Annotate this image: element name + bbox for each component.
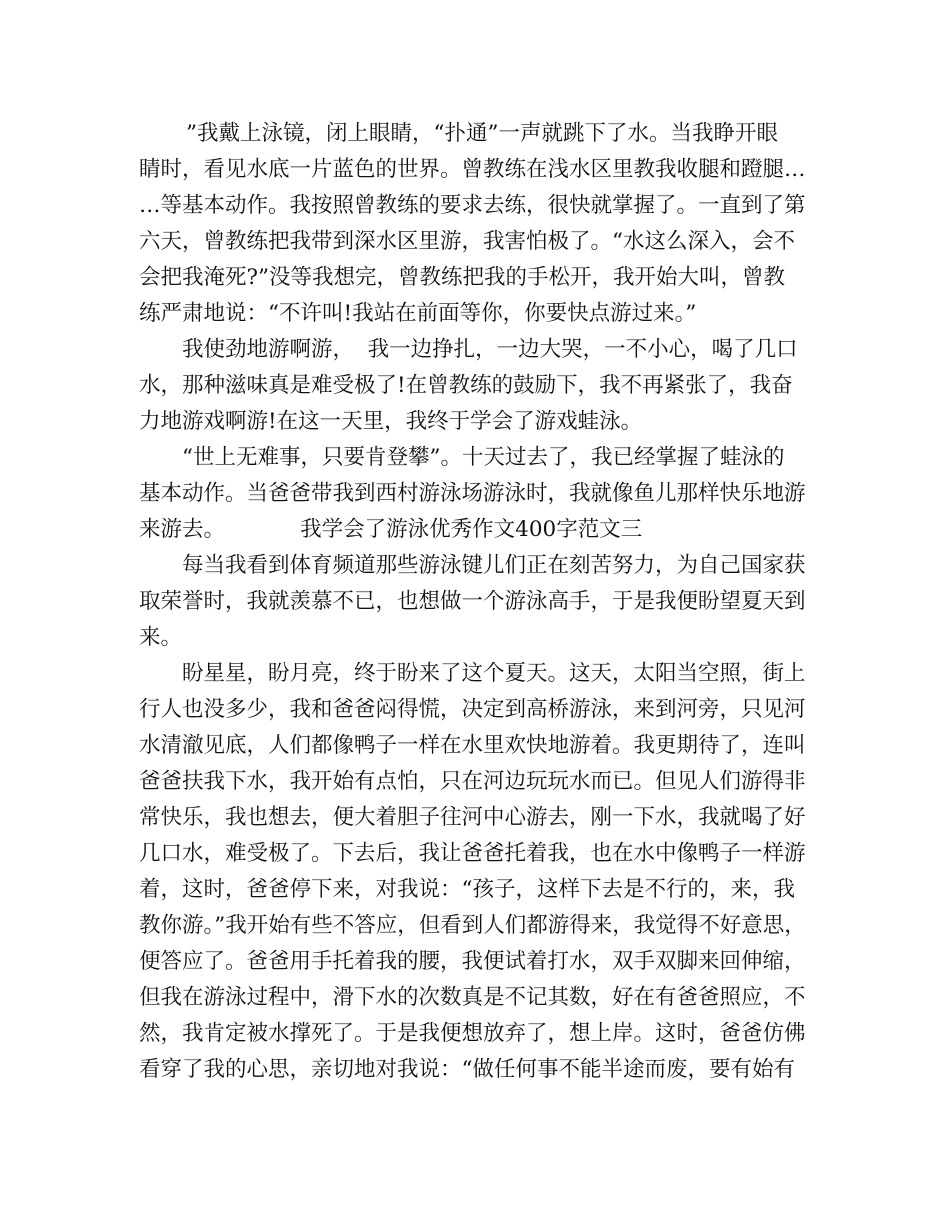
text-line: 基本动作。当爸爸带我到西村游泳场游泳时，我就像鱼儿那样快乐地游 — [139, 481, 806, 506]
text-line: 来。 — [139, 625, 183, 650]
text-line: 六天，曾教练把我带到深水区里游，我害怕极了。“水这么深入，会不 — [139, 229, 795, 254]
text-line: 水，那种滋味真是难受极了!在曾教练的鼓励下，我不再紧张了，我奋 — [139, 373, 793, 398]
text-line: 睛时，看见水底一片蓝色的世界。曾教练在浅水区里教我收腿和蹬腿… — [139, 157, 806, 182]
text-line: 力地游戏啊游!在这一天里，我终于学会了游戏蛙泳。 — [139, 409, 643, 434]
text-line: ”我戴上泳镜，闭上眼睛，“扑通”一声就跳下了水。当我睁开眼 — [186, 121, 778, 146]
text-line: 盼星星，盼月亮，终于盼来了这个夏天。这天，太阳当空照，街上 — [182, 661, 806, 686]
text-line: 水清澈见底，人们都像鸭子一样在水里欢快地游着。我更期待了，连叫 — [139, 733, 806, 758]
text-line: 爸爸扶我下水，我开始有点怕，只在河边玩玩水而已。但见人们游得非 — [139, 769, 806, 794]
text-line: 教你游。”我开始有些不答应，但看到人们都游得来，我觉得不好意思， — [139, 913, 806, 938]
text-line: 便答应了。爸爸用手托着我的腰，我便试着打水，双手双脚来回伸缩， — [139, 949, 806, 974]
text-line: 着，这时，爸爸停下来，对我说：“孩子，这样下去是不行的，来，我 — [139, 877, 795, 902]
text-line: 练严肃地说：“不许叫!我站在前面等你，你要快点游过来。” — [139, 301, 697, 326]
text-line: 会把我淹死?”没等我想完，曾教练把我的手松开，我开始大叫，曾教 — [139, 265, 786, 290]
text-line: “世上无难事，只要肯登攀”。十天过去了，我已经掌握了蛙泳的 — [182, 445, 785, 470]
text-line-with-heading: 来游去。 我学会了游泳优秀作文400字范文三 — [139, 517, 643, 542]
text-line: …等基本动作。我按照曾教练的要求去练，很快就掌握了。一直到了第 — [139, 193, 806, 218]
essay-body — [139, 116, 829, 1088]
text-line: 看穿了我的心思，亲切地对我说：“做任何事不能半途而废，要有始有 — [139, 1057, 795, 1082]
text-line: 然，我肯定被水撑死了。于是我便想放弃了，想上岸。这时，爸爸仿佛 — [139, 1021, 806, 1046]
text-line: 每当我看到体育频道那些游泳键儿们正在刻苦努力，为自己国家获 — [182, 553, 806, 578]
text-line: 但我在游泳过程中，滑下水的次数真是不记其数，好在有爸爸照应，不 — [139, 985, 806, 1010]
text-line: 常快乐，我也想去，便大着胆子往河中心游去，刚一下水，我就喝了好 — [139, 805, 806, 830]
text-line: 取荣誉时，我就羡慕不已，也想做一个游泳高手，于是我便盼望夏天到 — [139, 589, 806, 614]
text-line: 我使劲地游啊游， 我一边挣扎，一边大哭，一不小心，喝了几口 — [182, 337, 798, 362]
text-line: 几口水，难受极了。下去后，我让爸爸托着我，也在水中像鸭子一样游 — [139, 841, 806, 866]
text-line: 行人也没多少，我和爸爸闷得慌，决定到高桥游泳，来到河旁，只见河 — [139, 697, 806, 722]
